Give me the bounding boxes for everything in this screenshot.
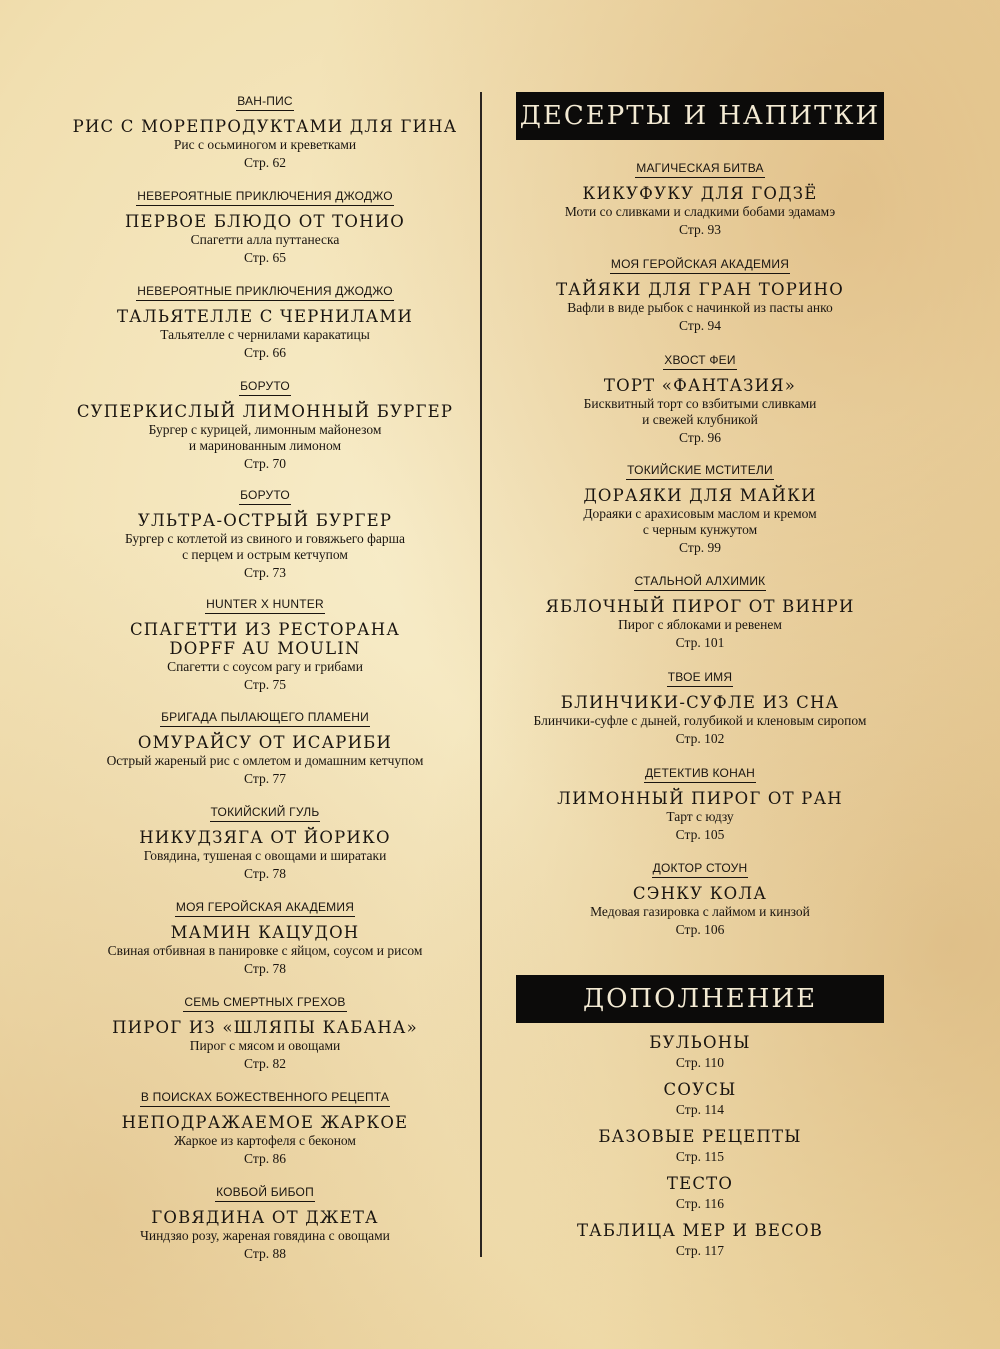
series-name: ТОКИЙСКИЕ МСТИТЕЛИ xyxy=(626,463,774,480)
series-name: ТОКИЙСКИЙ ГУЛЬ xyxy=(210,805,321,822)
toc-entry[interactable] xyxy=(505,570,895,650)
page-number: Стр. 77 xyxy=(244,771,286,786)
dish-title: КИКУФУКУ ДЛЯ ГОДЗЁ xyxy=(582,184,818,203)
series-name: ВАН-ПИС xyxy=(236,94,294,111)
dish-description: Говядина, тушеная с овощами и ширатаки xyxy=(143,848,387,863)
page-number: Стр. 86 xyxy=(244,1151,286,1166)
toc-entry[interactable] xyxy=(505,157,895,237)
page-number: Стр. 65 xyxy=(244,250,286,265)
dish-description: Спагетти алла путтанеска xyxy=(190,232,340,247)
dish-description: Спагетти с соусом рагу и грибами xyxy=(167,659,363,674)
series-name: СТАЛЬНОЙ АЛХИМИК xyxy=(634,574,767,591)
series-name: МОЯ ГЕРОЙСКАЯ АКАДЕМИЯ xyxy=(175,900,355,917)
dish-description: и свежей клубникой xyxy=(642,412,758,427)
dish-description: Острый жареный рис с омлетом и домашним кетчупом xyxy=(106,753,424,768)
dish-title: МАМИН КАЦУДОН xyxy=(170,923,360,942)
toc-entry[interactable] xyxy=(70,185,460,265)
page-number: Стр. 78 xyxy=(244,866,286,881)
appendix-entry[interactable] xyxy=(505,1221,895,1258)
appendix-entry[interactable] xyxy=(505,1174,895,1211)
series-name: БОРУТО xyxy=(239,379,291,396)
dish-title: СУПЕРКИСЛЫЙ ЛИМОННЫЙ БУРГЕР xyxy=(76,402,454,421)
dish-description: Жаркое из картофеля с беконом xyxy=(174,1133,356,1148)
page-number: Стр. 114 xyxy=(675,1102,725,1117)
section-banner-desserts: ДЕСЕРТЫ И НАПИТКИ xyxy=(516,92,884,140)
series-name: БРИГАДА ПЫЛАЮЩЕГО ПЛАМЕНИ xyxy=(160,710,370,727)
page-number: Стр. 102 xyxy=(675,731,725,746)
dish-description: с черным кунжутом xyxy=(642,522,758,537)
dish-description: Тальятелле с чернилами каракатицы xyxy=(160,327,370,342)
dish-title: СПАГЕТТИ ИЗ РЕСТОРАНА xyxy=(129,620,401,639)
series-name: НЕВЕРОЯТНЫЕ ПРИКЛЮЧЕНИЯ ДЖОДЖО xyxy=(136,189,394,206)
dish-title: ЛИМОННЫЙ ПИРОГ ОТ РАН xyxy=(557,789,843,808)
dish-description: Вафли в виде рыбок с начинкой из пасты анко xyxy=(567,300,833,315)
dish-title-line-2: DOPFF AU MOULIN xyxy=(169,639,361,658)
dish-description: Блинчики-суфле с дыней, голубикой и кленовым сиропом xyxy=(533,713,867,728)
dish-description: Бисквитный торт со взбитыми сливками xyxy=(583,396,817,411)
dish-description: Бургер с котлетой из свиного и говяжьего фарша xyxy=(124,531,406,546)
dish-description: Моти со сливками и сладкими бобами эдамамэ xyxy=(564,204,836,219)
appendix-title: БУЛЬОНЫ xyxy=(649,1033,751,1052)
dish-title: ТОРТ «ФАНТАЗИЯ» xyxy=(603,376,797,395)
toc-entry[interactable] xyxy=(70,1086,460,1166)
page-number: Стр. 105 xyxy=(675,827,725,842)
series-name: СЕМЬ СМЕРТНЫХ ГРЕХОВ xyxy=(183,995,346,1012)
dish-description: Пирог с яблоками и ревенем xyxy=(618,617,782,632)
dish-title: УЛЬТРА-ОСТРЫЙ БУРГЕР xyxy=(137,511,393,530)
toc-entry[interactable] xyxy=(70,484,460,580)
dish-title: НЕПОДРАЖАЕМОЕ ЖАРКОЕ xyxy=(121,1113,409,1132)
dish-title: ЯБЛОЧНЫЙ ПИРОГ ОТ ВИНРИ xyxy=(545,597,855,616)
appendix-title: ТАБЛИЦА МЕР И ВЕСОВ xyxy=(576,1221,824,1240)
series-name: HUNTER X HUNTER xyxy=(205,597,325,614)
page-number: Стр. 101 xyxy=(675,635,725,650)
dish-title: НИКУДЗЯГА ОТ ЙОРИКО xyxy=(139,828,391,847)
appendix-title: СОУСЫ xyxy=(663,1080,737,1099)
dish-title: ТАЙЯКИ ДЛЯ ГРАН ТОРИНО xyxy=(556,280,844,299)
toc-entry[interactable] xyxy=(70,90,460,170)
page-number: Стр. 117 xyxy=(675,1243,725,1258)
dish-description: Дораяки с арахисовым маслом и кремом xyxy=(583,506,817,521)
page-number: Стр. 106 xyxy=(675,922,725,937)
page-number: Стр. 78 xyxy=(244,961,286,976)
page-number: Стр. 70 xyxy=(244,456,286,471)
toc-entry[interactable] xyxy=(70,593,460,692)
page-number: Стр. 96 xyxy=(679,430,721,445)
page-number: Стр. 115 xyxy=(675,1149,725,1164)
page-number: Стр. 82 xyxy=(244,1056,286,1071)
dish-title: ДОРАЯКИ ДЛЯ МАЙКИ xyxy=(583,486,817,505)
series-name: МОЯ ГЕРОЙСКАЯ АКАДЕМИЯ xyxy=(610,257,790,274)
appendix-entry[interactable] xyxy=(505,1127,895,1164)
page-number: Стр. 94 xyxy=(679,318,721,333)
dish-title: ОМУРАЙСУ ОТ ИСАРИБИ xyxy=(137,733,393,752)
dish-title: ПИРОГ ИЗ «ШЛЯПЫ КАБАНА» xyxy=(112,1018,418,1037)
dish-description: Свиная отбивная в панировке с яйцом, соусом и рисом xyxy=(107,943,423,958)
dish-title: РИС С МОРЕПРОДУКТАМИ ДЛЯ ГИНА xyxy=(72,117,458,136)
dish-description: Медовая газировка с лаймом и кинзой xyxy=(590,904,810,919)
series-name: МАГИЧЕСКАЯ БИТВА xyxy=(635,161,764,178)
dish-description: Рис с осьминогом и креветками xyxy=(173,137,357,152)
appendix-title: ТЕСТО xyxy=(666,1174,734,1193)
series-name: ДОКТОР СТОУН xyxy=(652,861,749,878)
dish-description: и маринованным лимоном xyxy=(188,438,342,453)
toc-entry[interactable] xyxy=(70,706,460,786)
page-number: Стр. 88 xyxy=(244,1246,286,1261)
series-name: ХВОСТ ФЕИ xyxy=(663,353,736,370)
appendix-entry[interactable] xyxy=(505,1080,895,1117)
toc-entry[interactable] xyxy=(505,666,895,746)
dish-description: Тарт с юдзу xyxy=(666,809,734,824)
toc-entry[interactable] xyxy=(70,280,460,360)
section-banner-appendix: ДОПОЛНЕНИЕ xyxy=(516,975,884,1023)
dish-description: Чиндзяо розу, жареная говядина с овощами xyxy=(140,1228,390,1243)
page-number: Стр. 66 xyxy=(244,345,286,360)
column-divider xyxy=(480,92,482,1257)
dish-title: СЭНКУ КОЛА xyxy=(632,884,768,903)
series-name: НЕВЕРОЯТНЫЕ ПРИКЛЮЧЕНИЯ ДЖОДЖО xyxy=(136,284,394,301)
page-number: Стр. 75 xyxy=(244,677,286,692)
toc-entry[interactable] xyxy=(505,349,895,445)
appendix-title: БАЗОВЫЕ РЕЦЕПТЫ xyxy=(598,1127,802,1146)
page-number: Стр. 99 xyxy=(679,540,721,555)
page-number: Стр. 110 xyxy=(675,1055,725,1070)
toc-entry[interactable] xyxy=(70,801,460,881)
page-number: Стр. 73 xyxy=(244,565,286,580)
series-name: В ПОИСКАХ БОЖЕСТВЕННОГО РЕЦЕПТА xyxy=(140,1090,390,1107)
toc-entry[interactable] xyxy=(70,991,460,1071)
toc-entry[interactable] xyxy=(70,896,460,976)
toc-entry[interactable] xyxy=(70,375,460,471)
dish-title: БЛИНЧИКИ-СУФЛЕ ИЗ СНА xyxy=(560,693,840,712)
series-name: БОРУТО xyxy=(239,488,291,505)
dish-description: Бургер с курицей, лимонным майонезом xyxy=(148,422,382,437)
appendix-entry[interactable] xyxy=(505,1033,895,1070)
toc-entry[interactable] xyxy=(505,253,895,333)
series-name: ДЕТЕКТИВ КОНАН xyxy=(644,766,756,783)
dish-title: ГОВЯДИНА ОТ ДЖЕТА xyxy=(151,1208,379,1227)
dish-description: Пирог с мясом и овощами xyxy=(189,1038,341,1053)
toc-entry[interactable] xyxy=(505,857,895,937)
toc-entry[interactable] xyxy=(505,459,895,555)
series-name: ТВОЕ ИМЯ xyxy=(667,670,734,687)
page-number: Стр. 116 xyxy=(675,1196,725,1211)
page-number: Стр. 93 xyxy=(679,222,721,237)
dish-description: с перцем и острым кетчупом xyxy=(182,547,348,562)
page-number: Стр. 62 xyxy=(244,155,286,170)
toc-entry[interactable] xyxy=(505,762,895,842)
dish-title: ТАЛЬЯТЕЛЛЕ С ЧЕРНИЛАМИ xyxy=(116,307,414,326)
series-name: КОВБОЙ БИБОП xyxy=(215,1185,315,1202)
toc-entry[interactable] xyxy=(70,1181,460,1261)
dish-title: ПЕРВОЕ БЛЮДО ОТ ТОНИО xyxy=(124,212,406,231)
